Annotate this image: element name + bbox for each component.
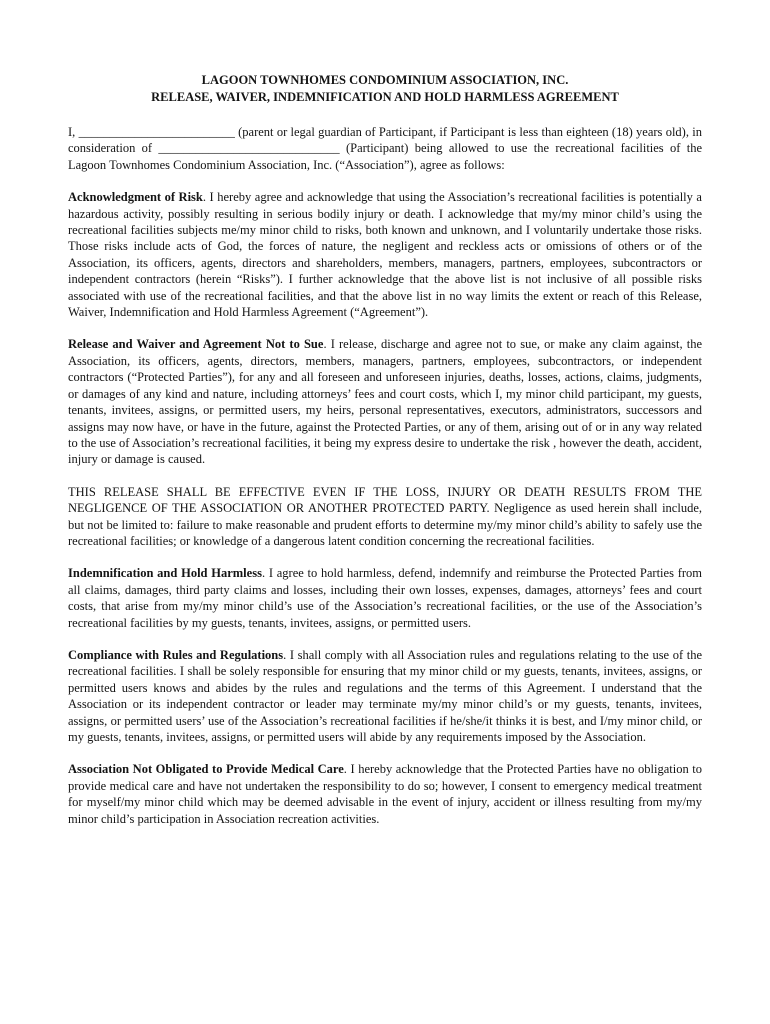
section-heading: Association Not Obligated to Provide Medical Care	[68, 762, 344, 777]
section-body: . I agree to hold harmless, defend, indemnify and reimburse the Protected Parties from all claims, damages, third party claims and losses, including their own losses, expenses, damages, attorneys’ fees and court costs, that arise from my/my minor child’s use of the Association’s recreational facilities, or the use of the Association’s recreational facilities by my guests, tenants, invitees, assigns, or permitted users.	[68, 566, 702, 630]
section-body: . I hereby agree and acknowledge that using the Association’s recreational facilities is potentially a hazardous activity, possibly resulting in serious bodily injury or death. I acknowledge that my/my minor child’s using the recreational facilities subjects me/my minor child to risks, both known and unknown, and I voluntarily undertake those risks. Those risks include acts of God, the forces of nature, the negligent and reckless acts or omissions of others or of the Association, its officers, agents, directors and shareholders, members, managers, partners, employees, subcontractors or independent contractors (herein “Risks”). I further acknowledge that the above list is not inclusive of all possible risks associated with use of the recreational facilities, and that the above list in no way limits the extent or reach of this Release, Waiver, Indemnification and Hold Harmless Agreement (“Agreement”).	[68, 190, 702, 320]
section-heading: Indemnification and Hold Harmless	[68, 566, 262, 581]
compliance-paragraph	[68, 647, 702, 745]
section-body: . I hereby acknowledge that the Protected Parties have no obligation to provide medical care and have not undertaken the responsibility to do so; however, I consent to emergency medical treatment for myself/my minor child which may be deemed advisable in the event of injury, accident or illness resulting from my/my minor child’s participation in Association recreation activities.	[68, 762, 702, 826]
medical-care-paragraph	[68, 761, 702, 827]
section-body: . I shall comply with all Association rules and regulations relating to the use of the recreational facilities. I shall be solely responsible for ensuring that my minor child or my guests, tenants, invitees, assigns, or permitted users knows and abides by the rules and regulations and the terms of this Agreement. I understand that the Association or its independent contractor or leader may terminate my/my minor child’s or my guests, tenants, invitees, assigns, or permitted users’ use of the Association’s recreational facilities if he/she/it thinks it is best, and I/my minor child, or my guests, tenants, invitees, assigns, or permitted users will abide by any requirements imposed by the Association.	[68, 647, 702, 744]
section-body: . I release, discharge and agree not to sue, or make any claim against, the Association, its officers, agents, directors, members, managers, partners, employees, subcontractors, or independent contractors (“Protected Parties”), for any and all foreseen and unforeseen injuries, deaths, losses, actions, claims, judgments, or damages of any kind and nature, including attorneys’ fees and court costs, which I, my minor child participant, my guests, tenants, invitees, assigns, or permitted users, my heirs, personal representatives, executors, administrators, successors and assigns may now have, or have in the future, against the Protected Parties, or any of them, arising out of or in any way related to the use of Association’s recreational facilities, it being my express desire to undertake the risk , however the death, accident, injury or damage is caused.	[68, 337, 702, 467]
section-heading: Release and Waiver and Agreement Not to Sue	[68, 337, 324, 352]
section-body: THIS RELEASE SHALL BE EFFECTIVE EVEN IF THE LOSS, INJURY OR DEATH RESULTS FROM THE NEGLIGENCE OF THE ASSOCIATION OR ANOTHER PROTECTED PARTY. Negligence as used herein shall include, but not be limited to: failure to make reasonable and prudent efforts to determine my/my minor child’s ability to safely use the recreational facilities; or knowledge of a dangerous latent condition concerning the recreational facilities.	[68, 484, 702, 548]
acknowledgment-of-risk-paragraph	[68, 189, 702, 320]
intro-paragraph: I, _________________________ (parent or legal guardian of Participant, if Participant is less than eighteen (18) years old), in consideration of _____________________________ (Participant) being allowed to use the recreational facilities of the Lagoon Townhomes Condominium Association, Inc. (“Association”), agree as follows:	[68, 125, 702, 172]
title-line-2: RELEASE, WAIVER, INDEMNIFICATION AND HOLD HARMLESS AGREEMENT	[151, 90, 619, 104]
indemnification-paragraph	[68, 565, 702, 631]
title-line-1: LAGOON TOWNHOMES CONDOMINIUM ASSOCIATION, INC.	[201, 73, 569, 87]
section-heading: Compliance with Rules and Regulations	[68, 647, 284, 662]
document-title	[68, 72, 702, 106]
section-heading: Acknowledgment of Risk	[68, 190, 203, 205]
release-and-waiver-paragraph	[68, 336, 702, 467]
document-page	[68, 72, 702, 843]
negligence-paragraph	[68, 484, 702, 550]
